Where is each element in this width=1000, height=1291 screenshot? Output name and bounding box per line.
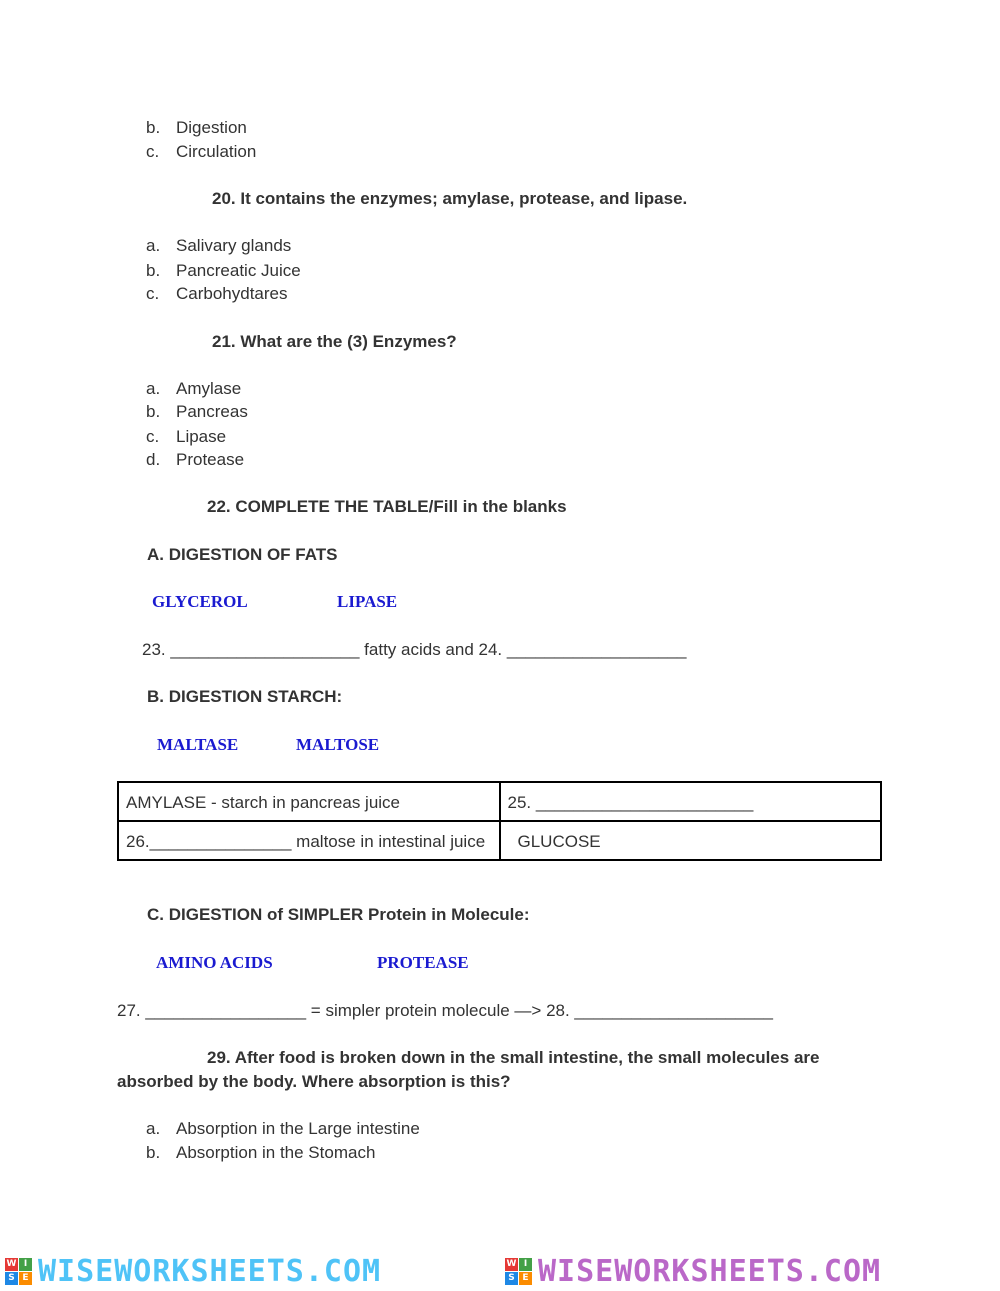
word-bank-amino-acids: AMINO ACIDS — [156, 953, 273, 972]
word-bank-maltase: MALTASE — [157, 735, 239, 754]
footer-watermark — [0, 1252, 1000, 1291]
q29-option-b: b. Absorption in the Stomach — [146, 1143, 376, 1162]
word-bank-protease: PROTEASE — [377, 953, 469, 972]
word-bank-glycerol: GLYCEROL — [152, 592, 248, 611]
q21-option-c: c. Lipase — [146, 427, 227, 446]
word-bank-lipase: LIPASE — [337, 592, 398, 611]
table-cell: GLUCOSE — [500, 821, 882, 860]
option-c-circulation: c. Circulation — [146, 142, 257, 161]
brand-text: WISEWORKSHEETS.COM — [538, 1254, 882, 1289]
q21-option-a: a. Amylase — [146, 379, 242, 398]
question-29-line-2: absorbed by the body. Where absorption is this? — [117, 1072, 511, 1091]
q21-option-d: d. Protease — [146, 450, 245, 469]
question-29-line-1: 29. After food is broken down in the small intestine, the small molecules are — [207, 1048, 820, 1067]
section-c-heading: C. DIGESTION of SIMPLER Protein in Molecule: — [147, 905, 530, 924]
section-a-heading: A. DIGESTION OF FATS — [147, 545, 338, 564]
q20-option-a: a. Salivary glands — [146, 236, 292, 255]
digestion-starch-table — [117, 781, 882, 861]
table-cell: AMYLASE - starch in pancreas juice — [118, 782, 500, 821]
table-row — [118, 782, 881, 821]
q20-option-b: b. Pancreatic Juice — [146, 261, 301, 280]
table-row — [118, 821, 881, 860]
option-b-digestion: b. Digestion — [146, 118, 247, 137]
q29-option-a: a. Absorption in the Large intestine — [146, 1119, 420, 1138]
word-bank-maltose: MALTOSE — [296, 735, 380, 754]
table-cell-blank-25[interactable]: 25. _______________________ — [500, 782, 882, 821]
logo-icon: W I S E — [505, 1258, 533, 1286]
question-22: 22. COMPLETE THE TABLE/Fill in the blanks — [207, 497, 567, 516]
q21-option-b: b. Pancreas — [146, 402, 248, 421]
fill-line-27-28[interactable]: 27. _________________ = simpler protein molecule —> 28. _____________________ — [117, 1001, 773, 1020]
logo-icon: W I S E — [5, 1258, 33, 1286]
table-cell-blank-26[interactable]: 26._______________ maltose in intestinal juice — [118, 821, 500, 860]
section-b-heading: B. DIGESTION STARCH: — [147, 687, 343, 706]
fill-line-23-24[interactable]: 23. ____________________ fatty acids and 24. ___________________ — [142, 640, 687, 659]
question-20: 20. It contains the enzymes; amylase, protease, and lipase. — [212, 189, 688, 208]
q20-option-c: c. Carbohydtares — [146, 284, 288, 303]
question-21: 21. What are the (3) Enzymes? — [212, 332, 457, 351]
brand-text: WISEWORKSHEETS.COM — [38, 1254, 382, 1289]
